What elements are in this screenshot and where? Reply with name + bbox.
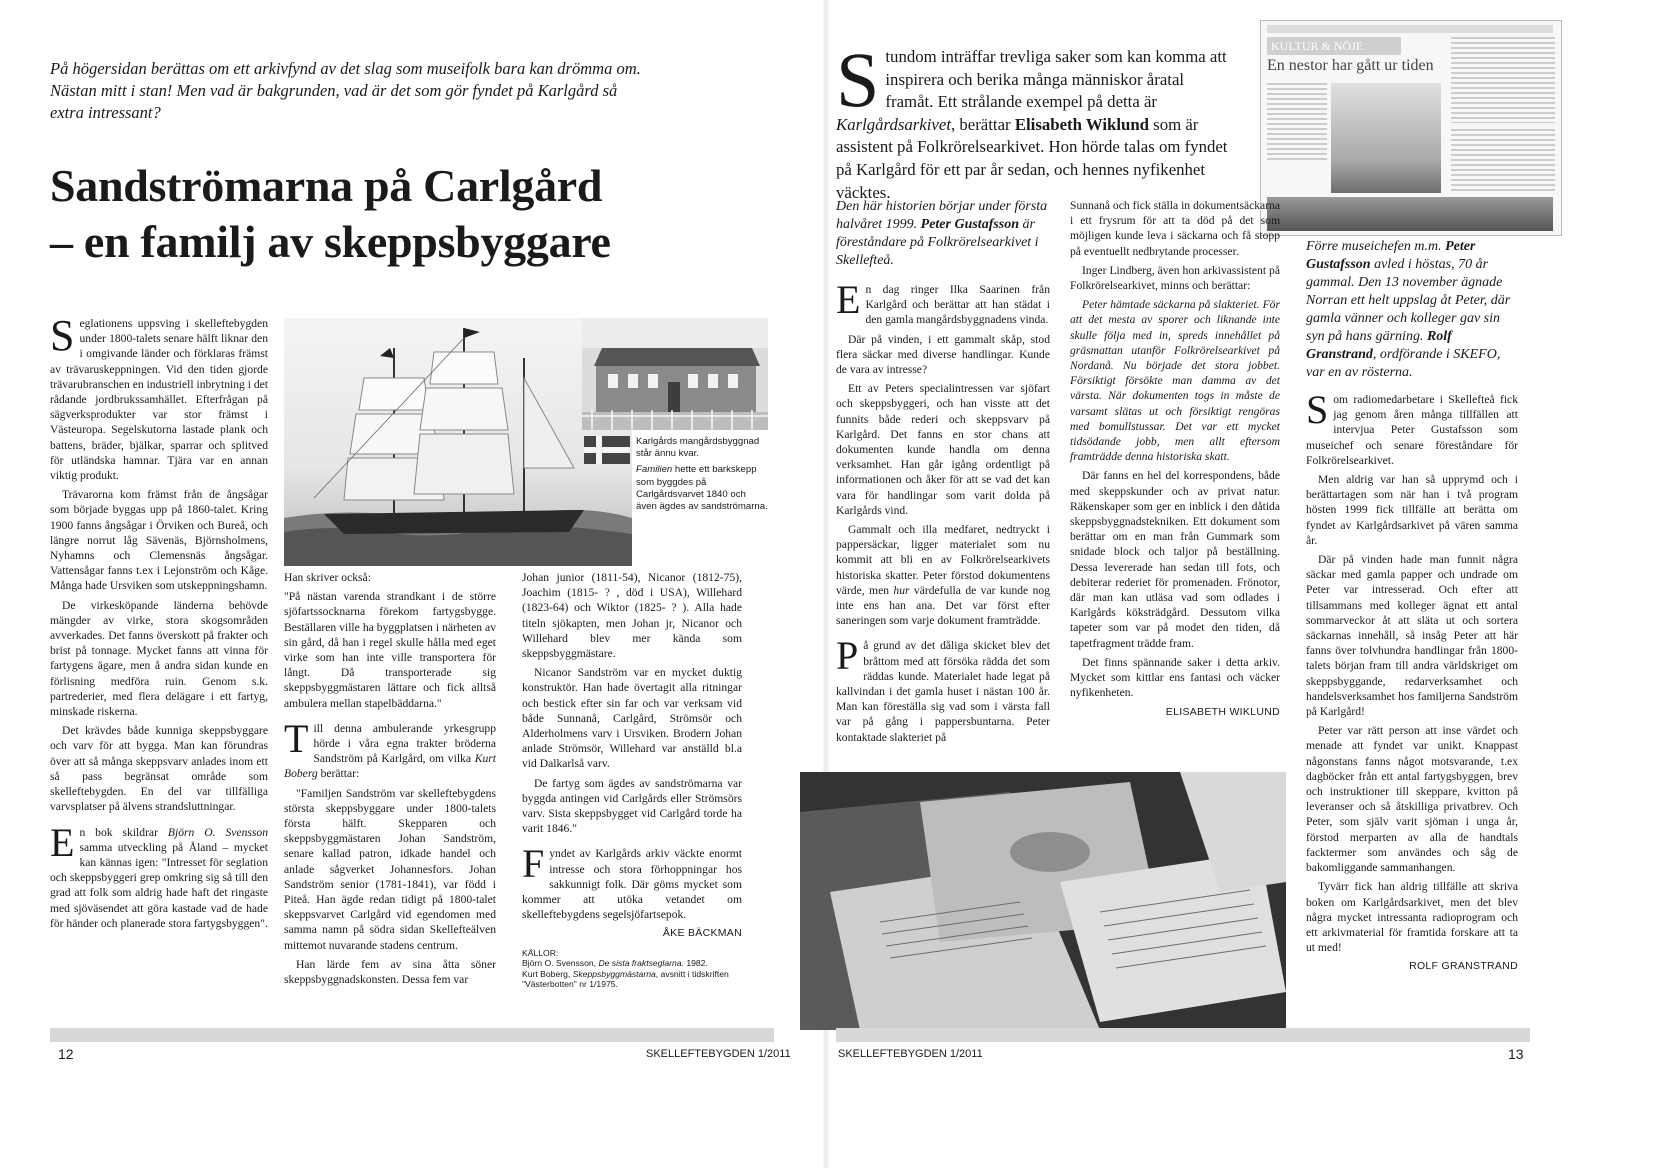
sources-heading: KÄLLOR:	[522, 947, 559, 958]
paragraph: Johan junior (1811-54), Nicanor (1812-75), Joachim (1815- ? , död i USA), Willehard (1823-64) och Wiktor (1825- ? ). Alla hade titeln sjökapten, men Johan jr, Nicanor och Willehard blev mer kända som skeppsbyggmästare.	[522, 571, 742, 661]
paragraph: Inger Lindberg, även hon arkivassistent på Folkrörelsearkivet, minns och berättar:	[1070, 263, 1280, 293]
signature: ÅKE BÄCKMAN	[662, 927, 742, 940]
paragraph: Det krävdes både kunniga skeppsbyggare och varv för att bygga. Man kan förundras över att så många skeppsvarv anlades inom ett så pass begränsat område som skelleftebygden. En del var tillfälliga varvsplatser på älvens strandsluttningar.	[50, 724, 268, 814]
dropcap: S	[50, 311, 75, 360]
left-column-1	[50, 311, 268, 935]
folio: SKELLEFTEBYGDEN 1/2011	[838, 1048, 983, 1060]
quote: "Familjen Sandström var skelleftebygdens största skeppsbyggare under 1800-talets första hälft. Skepparen och skeppsbyggmästaren Johan Sandström, senare kallad patron, idkade handel och anlade sågverket Johannesfors. Johan Sandström senior (1781-1841), var född i Piteå. Han ägde redan tidigt på 1800-talet skeppsvarvet Carlgård vid egendomen med samma namn på södra sidan Skellefteälven mittemot nuvarande stadens centrum.	[284, 786, 496, 952]
caption-house: Karlgårds mangårdsbyggnad står ännu kvar.	[636, 436, 760, 460]
page-number: 12	[58, 1046, 74, 1062]
person-name: Elisabeth Wiklund	[1014, 114, 1149, 134]
newspaper-clipping	[1260, 20, 1562, 236]
paragraph: Gammalt och illa medfaret, nedtryckt i pappersäckar, ligger materialet som nu kommit att bli en av Folkrörelsearkivets historiska skatter. Peter förstod dokumentens värde, men hur värdefulla de var kunde nog inte ens han ana. Det var först efter saneringen som varje dokument framträdde.	[836, 523, 1050, 628]
pull-quote: Förre museichefen m.m. Peter Gustafsson avled i höstas, 70 år gammal. Den 13 november ägnade Norran ett helt uppslag åt Peter, där gamla vänner och kolleger gav sin syn på hans gärning. Rolf Granstrand, ordförande i SKEFO, var en av rösterna.	[1306, 239, 1511, 380]
paragraph: Fyndet av Karlgårds arkiv väckte enormt intresse och stora förhoppningar hos sakkunnigt folk. Där göms mycket som kommer att utöka vetandet om skelleftebygdens segelsjöfartsepok.	[522, 841, 742, 922]
headline-line-1: Sandströmarna på Carlgård	[50, 160, 603, 211]
archive-documents-photo	[800, 772, 1286, 1030]
paragraph: Han lärde fem av sina åtta söner skeppsbyggnadskonsten. Dessa fem var	[284, 957, 496, 987]
footer-bar	[50, 1028, 774, 1042]
paragraph: De virkesköpande länderna behövde mängder av virke, stora skogsområden avverkades. Det fanns överskott på frakter och brist på tonnage. Mycket fanns att vinna för fartygens ägare, men å andra sidan kunde en förlisning medföra ruin. Genom s.k. partrederier, med flera delägare i ett fartyg, minskade riskerna.	[50, 598, 268, 719]
clipping-headline: En nestor har gått ur tiden	[1267, 57, 1434, 74]
dropcap: S	[836, 36, 880, 123]
paragraph: En dag ringer Ilka Saarinen från Karlgård och berättar att han städat i den gamla mangårdsbyggnadens vinda.	[836, 277, 1050, 327]
barque-illustration	[284, 318, 632, 566]
paragraph: Peter var rätt person att inse värdet och menade att fyndet var unikt. Knappast någonstans fanns något motsvarande, t.ex dagböcker från ett antal fartygsbyggen, brev och instruktioner till skeppare, kvitton på leveranser och så åtskilliga privatbrev. Och Peter, som själv varit sjöman i unga år, förstod merparten av alla de handtals facktermer som användes och såg de bakomliggande sammanhangen.	[1306, 724, 1518, 875]
clipping-masthead: KULTUR & NÖJE	[1267, 37, 1401, 55]
left-page	[0, 0, 826, 1168]
sources	[522, 948, 742, 990]
dropcap: F	[522, 841, 545, 887]
paragraph: Sunnanå och fick ställa in dokumentsäckarna i ett frysrum för att ta död på det som möjligen kunde leva i säckarna och få stopp på eventuellt nedbrytande processer.	[1070, 199, 1280, 258]
quote: "På nästan varenda strandkant i de större sjöfartssocknarna förekom fartygsbygge. Beställaren ville ha byggplatsen i närheten av sin gård, då han i regel skulle hålla med eget virke som han inte ville transportera för långt. Då transporterade sig skeppsbyggmästaren lättare och fick alltså ambulera mellan stapelbäddarna."	[284, 590, 496, 710]
dropcap: S	[1306, 387, 1329, 432]
manor-house-photo	[582, 318, 768, 430]
paragraph: En bok skildrar Björn O. Svensson samma utveckling på Åland – mycket kan kännas igen: "Intresset för seglation och skeppsbyggeri grep omkring sig så till den grad att folk som aldrig hade haft det ringaste med sjöväsendet att göra kastade vad de hade för händer och planerade stora fartygsbyggen".	[50, 819, 268, 930]
paragraph: Tyvärr fick han aldrig tillfälle att skriva boken om Karlgårdsarkivet, men det blev några mycket intressanta radioprogram och ett arkivmaterial för framtida forskare att ta ut med!	[1306, 880, 1518, 955]
clipping-topbar	[1267, 25, 1553, 33]
paragraph: Men aldrig var han så upprymd och i berättartagen som när han i två program hösten 1999 fick tillfälle att berätta om fyndet av Karlgårdsarkivet på vären samma år.	[1306, 473, 1518, 547]
paragraph: Han skriver också:	[284, 571, 371, 584]
dropcap: T	[284, 715, 309, 761]
author-name: Björn O. Svensson	[167, 825, 268, 839]
paragraph: Ett av Peters specialintressen var sjöfart och skeppsbyggeri, och han visste att det funnits både rederi och skeppsvarv på Karlgård. Det fanns en stor chans att dokumenten kunde handla om denna verksamhet. Han går igång ordentligt på informationen och åker för att se vad det kan vara för handlingar som varit dolda på Karlgårds vind.	[836, 382, 1050, 517]
paragraph: Trävarorna kom främst från de ångsågar som började byggas upp på 1860-talet. Kring 1900 fanns ångsågar i Örviken och Bureå, och längre norrut låg Sävenäs, Björnsholmens, Nyhamns och Clemensnäs ångsågar. Vattensågar fanns t.ex i Lejonström och Kåge. Många hade Ursviken som utskeppningshamn.	[50, 488, 268, 593]
left-column-3	[522, 570, 742, 990]
signature: ROLF GRANSTRAND	[1409, 960, 1518, 973]
pull-quote: Den här historien börjar under första halvåret 1999. Peter Gustafsson är föreståndare på Folkrörelsearkivet i Skellefteå.	[836, 199, 1048, 268]
clipping-text-block	[1451, 37, 1555, 123]
paragraph: Till denna ambulerande yrkesgrupp hörde i våra egna trakter bröderna Sandström på Karlgård, om vilka Kurt Boberg berättar:	[284, 715, 496, 781]
page-number: 13	[1508, 1046, 1524, 1062]
paragraph: Nicanor Sandström var en mycket duktig konstruktör. Han hade övertagit alla ritningar och bestick efter sin far och var verksam vid både Sunnanå, Carlgård, Strömsör och Alderholmens varv i Ursviken. Brodern Johan anlade Strömsör, Willehard var anställd bl.a vid Dalkarlså varv.	[522, 666, 742, 771]
dropcap: E	[50, 819, 75, 865]
headline	[50, 158, 750, 270]
clipping-text-block	[1267, 83, 1327, 163]
right-column-2	[1070, 198, 1280, 720]
dropcap: P	[836, 633, 859, 679]
paragraph: Seglationens uppsving i skelleftebygden under 1800-talets senare hälft liknar den i omgivande länder och förklaras främst av trävaruskeppningen. Vid den tiden gjorde trävarubranschen en industriell inbrytning i det rådande jordbrukssamhället. Efterfrågan på sägverksprodukter var stor främst i Västeuropa. Segelskutorna lastade plank och battens, bräder, bjälkar, sparrar och splitved för utländska hamnar. Tjära var en annan viktig produkt.	[50, 311, 268, 483]
paragraph: Där fanns en hel del korrespondens, både med skeppskunder och av privat natur. Räkenskaper som ger en inblick i den dåtida skeppsbyggnadstekniken. Ett dokument som berättar om en man från Gummark som snidade block och taljor på beställning. Dessa levererade han sedan till fots, och debiterar rederiet för promenaden. Frönotor, där man kan utläsa vad som odlades i Karlgårds köksträdgård. Dessutom vilka tapeter som var på modet den tiden, då tapetfragment trädde fram.	[1070, 469, 1280, 650]
dropcap: E	[836, 277, 861, 322]
intro-text: På högersidan berättas om ett arkivfynd av det slag som museifolk bara kan drömma om. Nästan mitt i stan! Men vad är bakgrunden, vad är det som gör fyndet på Karlgård så extra intressant?	[50, 59, 641, 122]
archive-name: Karlgårdsarkivet	[836, 114, 951, 134]
folio: SKELLEFTEBYGDEN 1/2011	[646, 1048, 791, 1060]
paragraph: Där på vinden hade man funnit några säckar med gamla papper och undrade om Peter var intresserad. Och efter att tillsammans med kolleger ägnat ett antal sommarveckor åt att släta ut och sortera säckarnas innehåll, så insåg Peter att här fanns över tolvhundra handlingar från 1800-talets början fram till andra världskriget om skeppsbyggande, redarverksamhet och handelsverksamhet hos familjerna Sandström på Karlgård!	[1306, 553, 1518, 719]
clipping-sea-photo	[1267, 197, 1553, 231]
swedish-norwegian-flag-icon	[584, 436, 630, 464]
left-column-2	[284, 570, 496, 991]
source-item: Björn O. Svensson, De sista fraktseglarna. 1982.	[522, 958, 708, 969]
footer-bar	[836, 1028, 1530, 1042]
paragraph: Som radiomedarbetare i Skellefteå fick jag genom åren många tillfällen att intervjua Peter Gustafsson som museichef och senare föreståndare för Folkrörelsearkivet.	[1306, 387, 1518, 467]
caption-ship: Familien hette ett barkskepp som byggdes på Carlgårdsvarvet 1840 och även ägdes av sandströmarna.	[636, 464, 768, 513]
ship-painting	[284, 318, 632, 566]
paragraph: Det finns spännande saker i detta arkiv. Mycket som kittlar ens fantasi och väcker nyfikenheten.	[1070, 655, 1280, 700]
image-caption	[636, 436, 768, 513]
right-column-1	[836, 198, 1050, 749]
signature: ELISABETH WIKLUND	[1165, 705, 1280, 718]
paragraph: De fartyg som ägdes av sandströmarna var byggda antingen vid Carlgårds eller Strömsörs varv. Sista skeppsbygget vid Carlgård torde ha varit 1846."	[522, 776, 742, 836]
quote: Peter hämtade säckarna på slakteriet. För att det mesta av sporer och liknande inte skulle följa med in, spreds innehållet på gräsmattan utanför Folkrörelsearkivet på Nordanå. Nu började det stora jobbet. Försiktigt försökte man damma av det värsta. När dokumenten togs in måste de varsamt slätas ut och försiktigt rengöras med bomullstussar. Det var ett mycket tidsödande jobb, men allt eftersom framträdde denna historiska skatt.	[1070, 298, 1280, 464]
paragraph: På grund av det dåliga skicket blev det bråttom med att försöka rädda det som räddas kunde. Materialet hade legat på kallvindan i det gamla huset i nästan 100 år. Man kan föreställa sig vad som i värsta fall var på gång i pappersbuntarna. Peter kontaktade slakteriet på	[836, 633, 1050, 744]
author-name: Kurt Boberg	[284, 752, 496, 781]
headline-line-2: – en familj av skeppsbyggare	[50, 216, 611, 267]
source-item: Kurt Boberg, Skeppsbyggmästarna, avsnitt i tidskriften "Västerbotten" nr 1/1975.	[522, 968, 729, 990]
right-column-3	[1306, 238, 1518, 975]
clipping-text-block	[1451, 129, 1555, 193]
clipping-photo	[1331, 83, 1441, 193]
right-lead: Stundom inträffar trevliga saker som kan komma att inspirera och berika många människor åratal framåt. Ett strålande exempel på detta är Karlgårdsarkivet, berättar Elisabeth Wiklund som är assistent på Folkrörelsearkivet. Hon hörde talas om fyndet på Karlgård för ett par år sedan, och hennes nyfikenhet väcktes.	[836, 36, 1228, 202]
paragraph: Där på vinden, i ett gammalt skåp, stod flera säckar med diverse handlingar. Kunde de vara av intresse?	[836, 332, 1050, 377]
